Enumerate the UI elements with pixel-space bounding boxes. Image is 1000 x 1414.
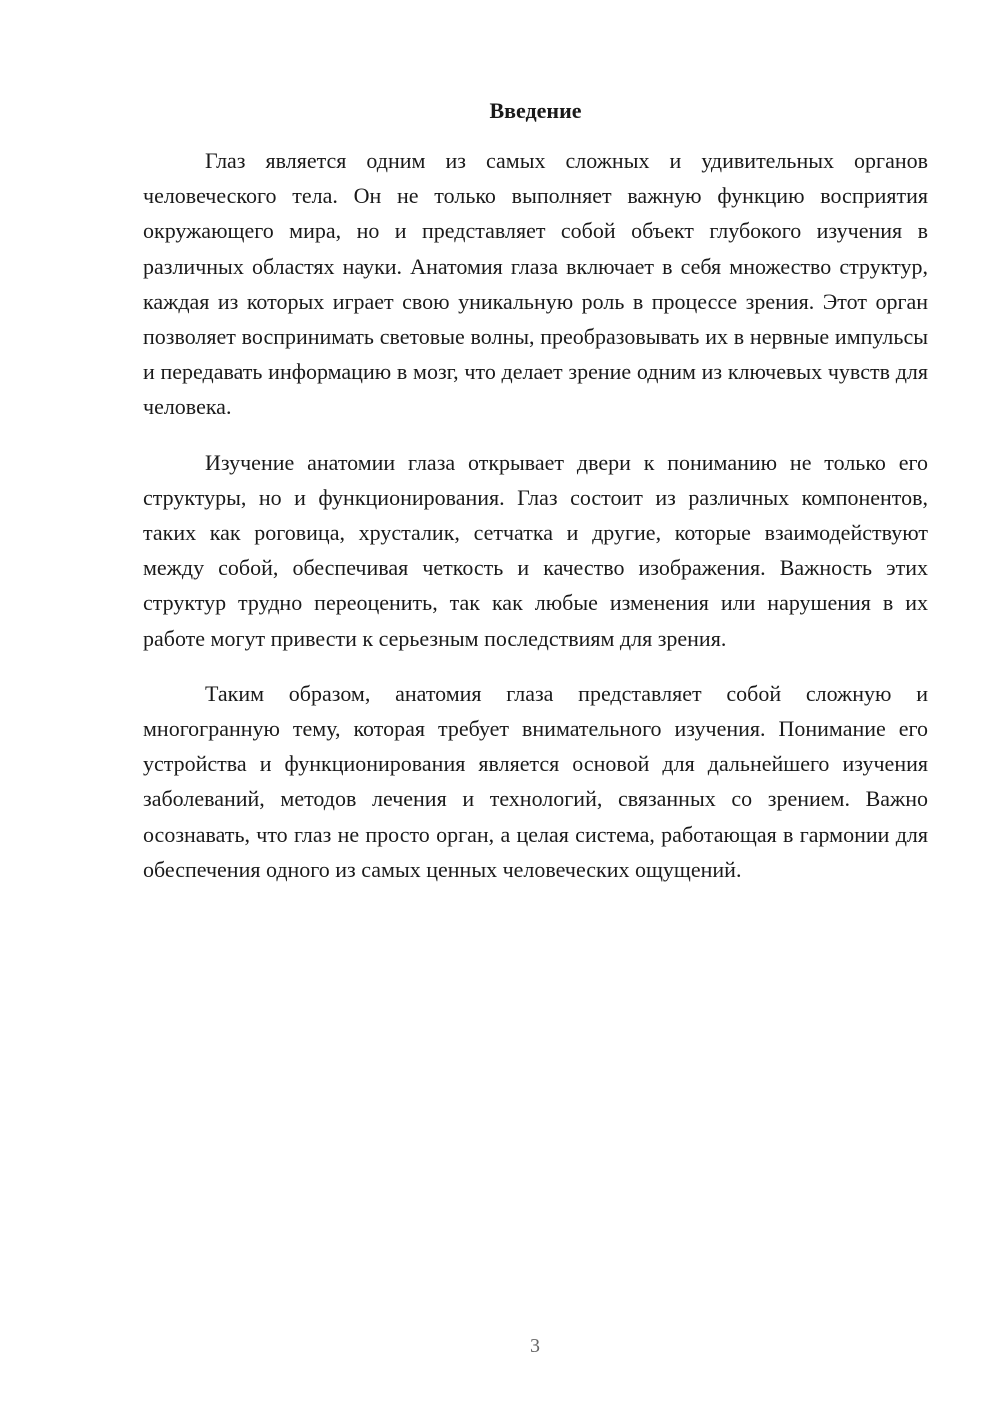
paragraph-1: Глаз является одним из самых сложных и удивительных органов человеческого тела. Он не только выполняет важную функцию восприятия окружающего мира, но и представляет собой объект глубокого изучения в различных областях науки. Анатомия глаза включает в себя множество структур, каждая из которых играет свою уникальную роль в процессе зрения. Этот орган позволяет воспринимать световые волны, преобразовывать их в нервные импульсы и передавать информацию в мозг, что делает зрение одним из ключевых чувств для человека. [143,148,928,420]
paragraph-3: Таким образом, анатомия глаза представляет собой сложную и многогранную тему, которая требует внимательного изучения. Понимание его устройства и функционирования является основой для дальнейшего изучения заболеваний, методов лечения и технологий, связанных со зрением. Важно осознавать, что глаз не просто орган, а целая система, работающая в гармонии для обеспечения одного из самых ценных человеческих ощущений. [143,680,928,882]
paragraph-2: Изучение анатомии глаза открывает двери к пониманию не только его структуры, но и функционирования. Глаз состоит из различных компонентов, таких как роговица, хрусталик, сетчатка и другие, которые взаимодействуют между собой, обеспечивая четкость и качество изображения. Важность этих структур трудно переоценить, так как любые изменения или нарушения в их работе могут привести к серьезным последствиям для зрения. [143,449,928,651]
page-number: 3 [530,1335,540,1357]
document-body [143,95,928,907]
section-heading: Введение [489,98,582,123]
